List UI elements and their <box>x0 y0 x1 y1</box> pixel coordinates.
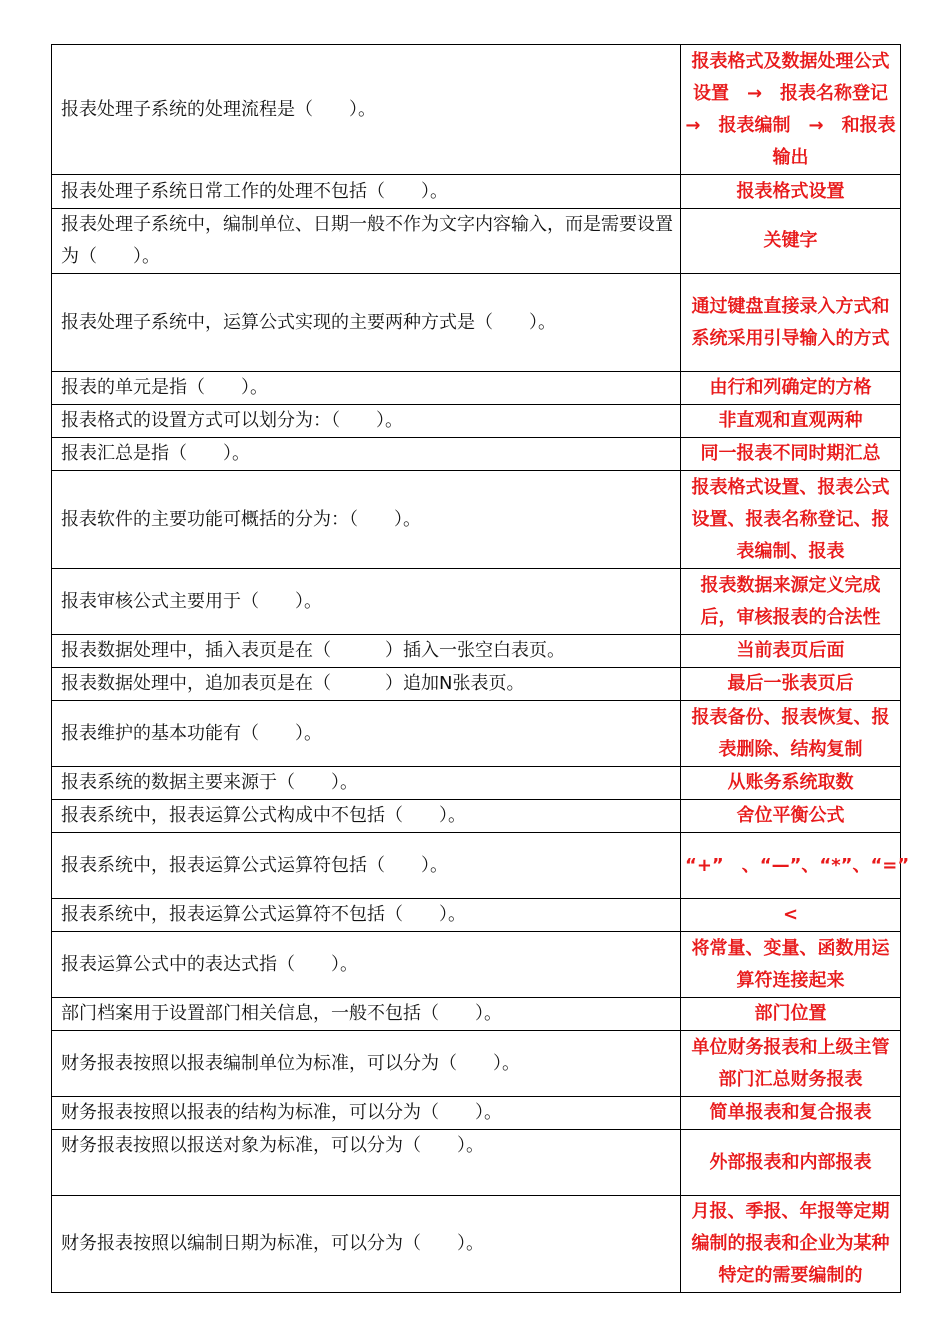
answer-cell: 通过键盘直接录入方式和系统采用引导输入的方式 <box>681 274 901 372</box>
question-cell: 部门档案用于设置部门相关信息，一般不包括（ ）。 <box>52 998 681 1031</box>
table-row <box>52 471 901 569</box>
answer-cell: 报表数据来源定义完成后，审核报表的合法性 <box>681 569 901 635</box>
answer-cell: 外部报表和内部报表 <box>681 1130 901 1196</box>
table-row <box>52 800 901 833</box>
table-row <box>52 701 901 767</box>
question-cell: 报表处理子系统日常工作的处理不包括（ ）。 <box>52 175 681 209</box>
question-cell: 报表系统中，报表运算公式运算符包括（ ）。 <box>52 833 681 899</box>
question-cell: 报表汇总是指（ ）。 <box>52 438 681 471</box>
table-row <box>52 274 901 372</box>
answer-cell: 从账务系统取数 <box>681 767 901 800</box>
answer-cell: “+” 、“—”、“*”、“=” <box>681 833 901 899</box>
answer-cell: 最后一张表页后 <box>681 668 901 701</box>
question-cell: 报表审核公式主要用于（ ）。 <box>52 569 681 635</box>
table-row <box>52 668 901 701</box>
answer-cell: 部门位置 <box>681 998 901 1031</box>
answer-cell: 报表格式设置、报表公式设置、报表名称登记、报表编制、报表 <box>681 471 901 569</box>
table-row <box>52 438 901 471</box>
answer-cell: 将常量、变量、函数用运算符连接起来 <box>681 932 901 998</box>
answer-cell: 非直观和直观两种 <box>681 405 901 438</box>
question-cell: 报表处理子系统的处理流程是（ ）。 <box>52 45 681 175</box>
table-row <box>52 1130 901 1196</box>
question-cell: 报表数据处理中，插入表页是在（ ）插入一张空白表页。 <box>52 635 681 668</box>
question-cell: 报表数据处理中，追加表页是在（ ）追加N张表页。 <box>52 668 681 701</box>
answer-cell: 报表备份、报表恢复、报表删除、结构复制 <box>681 701 901 767</box>
question-cell: 报表系统中，报表运算公式构成中不包括（ ）。 <box>52 800 681 833</box>
table-row <box>52 899 901 932</box>
table-row <box>52 569 901 635</box>
question-cell: 报表运算公式中的表达式指（ ）。 <box>52 932 681 998</box>
question-cell: 财务报表按照以报表的结构为标准，可以分为（ ）。 <box>52 1097 681 1130</box>
question-cell: 报表处理子系统中，编制单位、日期一般不作为文字内容输入，而是需要设置为（ ）。 <box>52 209 681 274</box>
question-cell: 报表软件的主要功能可概括的分为：（ ）。 <box>52 471 681 569</box>
table-row <box>52 175 901 209</box>
question-cell: 报表系统中，报表运算公式运算符不包括（ ）。 <box>52 899 681 932</box>
table-row <box>52 209 901 274</box>
answer-cell: < <box>681 899 901 932</box>
question-cell: 报表维护的基本功能有（ ）。 <box>52 701 681 767</box>
answer-cell: 报表格式设置 <box>681 175 901 209</box>
answer-cell: 当前表页后面 <box>681 635 901 668</box>
question-cell: 报表系统的数据主要来源于（ ）。 <box>52 767 681 800</box>
question-cell: 报表格式的设置方式可以划分为：（ ）。 <box>52 405 681 438</box>
question-cell: 报表的单元是指（ ）。 <box>52 372 681 405</box>
table-body <box>52 45 910 1293</box>
question-cell: 财务报表按照以报送对象为标准，可以分为（ ）。 <box>52 1130 681 1196</box>
table-row <box>52 767 901 800</box>
answer-cell: 舍位平衡公式 <box>681 800 901 833</box>
answer-cell: 由行和列确定的方格 <box>681 372 901 405</box>
answer-cell: 关键字 <box>681 209 901 274</box>
table-row <box>52 45 901 175</box>
question-cell: 财务报表按照以报表编制单位为标准，可以分为（ ）。 <box>52 1031 681 1097</box>
table-row <box>52 1196 901 1293</box>
table-row <box>52 635 901 668</box>
answer-cell: 月报、季报、年报等定期编制的报表和企业为某种特定的需要编制的 <box>681 1196 901 1293</box>
question-answer-table <box>51 44 910 1293</box>
answer-cell: 简单报表和复合报表 <box>681 1097 901 1130</box>
table-row <box>52 932 901 998</box>
table-row <box>52 1097 901 1130</box>
question-cell: 报表处理子系统中，运算公式实现的主要两种方式是（ ）。 <box>52 274 681 372</box>
table-row <box>52 405 901 438</box>
table-row <box>52 1031 901 1097</box>
table-row <box>52 998 901 1031</box>
table-row <box>52 372 901 405</box>
answer-cell: 同一报表不同时期汇总 <box>681 438 901 471</box>
question-cell: 财务报表按照以编制日期为标准，可以分为（ ）。 <box>52 1196 681 1293</box>
answer-cell: 单位财务报表和上级主管部门汇总财务报表 <box>681 1031 901 1097</box>
answer-cell: 报表格式及数据处理公式设置 → 报表名称登记 → 报表编制 → 和报表输出 <box>681 45 901 175</box>
table-row <box>52 833 901 899</box>
